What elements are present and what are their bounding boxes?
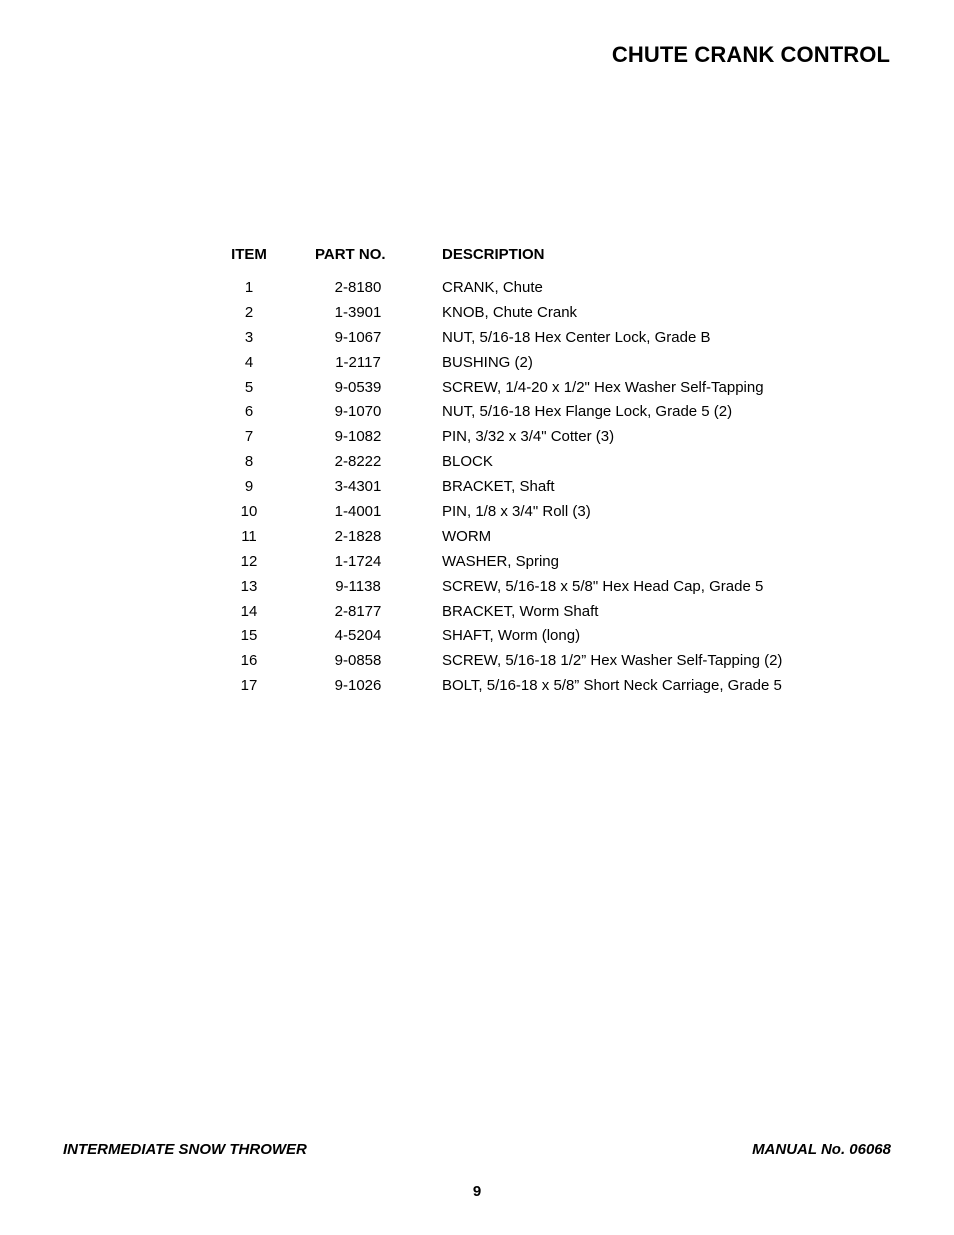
table-body — [222, 277, 842, 700]
cell-part-no: 9-0539 — [334, 378, 382, 396]
cell-part-no: 1-1724 — [334, 552, 382, 570]
table-row — [222, 675, 842, 700]
cell-description: BLOCK — [442, 453, 493, 471]
table-row — [222, 551, 842, 576]
cell-item: 15 — [240, 627, 258, 645]
column-header-item: ITEM — [231, 246, 267, 263]
cell-part-no: 2-1828 — [334, 527, 382, 545]
cell-part-no: 9-1070 — [334, 403, 382, 421]
cell-part-no: 9-0858 — [334, 652, 382, 670]
table-row — [222, 476, 842, 501]
cell-item: 3 — [244, 328, 254, 346]
cell-item: 6 — [244, 403, 254, 421]
cell-description: SCREW, 5/16-18 1/2” Hex Washer Self-Tapping (2) — [442, 652, 783, 670]
cell-description: WASHER, Spring — [442, 552, 559, 570]
table-row — [222, 327, 842, 352]
cell-item: 14 — [240, 602, 258, 620]
cell-item: 10 — [240, 503, 258, 521]
table-row — [222, 401, 842, 426]
table-row — [222, 277, 842, 302]
cell-part-no: 1-4001 — [334, 503, 382, 521]
table-row — [222, 650, 842, 675]
table-header — [222, 244, 842, 266]
cell-description: BRACKET, Shaft — [442, 478, 555, 496]
cell-item: 16 — [240, 652, 258, 670]
cell-part-no: 9-1138 — [335, 577, 381, 595]
cell-description: SHAFT, Worm (long) — [442, 627, 581, 645]
cell-part-no: 2-8222 — [334, 453, 382, 471]
table-row — [222, 601, 842, 626]
page-number: 9 — [472, 1183, 482, 1200]
page-title: CHUTE CRANK CONTROL — [611, 42, 890, 67]
cell-item: 13 — [240, 577, 258, 595]
cell-part-no: 4-5204 — [334, 627, 382, 645]
table-row — [222, 576, 842, 601]
cell-part-no: 1-3901 — [334, 303, 382, 321]
cell-item: 12 — [240, 552, 258, 570]
cell-description: SCREW, 1/4-20 x 1/2" Hex Washer Self-Tapping — [442, 378, 764, 396]
cell-item: 17 — [240, 677, 258, 695]
table-row — [222, 526, 842, 551]
cell-item: 8 — [244, 453, 254, 471]
table-row — [222, 501, 842, 526]
table-row — [222, 451, 842, 476]
cell-item: 9 — [244, 478, 254, 496]
cell-part-no: 2-8180 — [334, 279, 382, 296]
cell-part-no: 9-1082 — [334, 428, 382, 446]
table-row — [222, 352, 842, 377]
column-header-part-no: PART NO. — [315, 246, 386, 263]
footer-manual-number: MANUAL No. 06068 — [752, 1141, 891, 1158]
cell-description: BOLT, 5/16-18 x 5/8” Short Neck Carriage, Grade 5 — [442, 677, 782, 695]
cell-part-no: 1-2117 — [335, 353, 381, 371]
table-row — [222, 426, 842, 451]
cell-item: 7 — [244, 428, 254, 446]
cell-part-no: 3-4301 — [334, 478, 382, 496]
cell-description: NUT, 5/16-18 Hex Center Lock, Grade B — [442, 328, 711, 346]
cell-description: PIN, 1/8 x 3/4" Roll (3) — [442, 503, 591, 521]
table-row — [222, 302, 842, 327]
table-row — [222, 377, 842, 402]
cell-item: 2 — [244, 303, 254, 321]
cell-part-no: 9-1067 — [334, 328, 382, 346]
cell-description: WORM — [442, 527, 492, 545]
cell-item: 4 — [244, 353, 254, 371]
cell-item: 11 — [241, 527, 257, 545]
cell-part-no: 2-8177 — [334, 602, 382, 620]
cell-item: 5 — [244, 378, 254, 396]
table-row — [222, 625, 842, 650]
column-header-description: DESCRIPTION — [442, 246, 545, 263]
parts-table — [222, 244, 842, 700]
cell-description: KNOB, Chute Crank — [442, 303, 578, 321]
cell-description: CRANK, Chute — [442, 279, 543, 296]
cell-description: NUT, 5/16-18 Hex Flange Lock, Grade 5 (2) — [442, 403, 733, 421]
footer-manual-title: INTERMEDIATE SNOW THROWER — [63, 1141, 307, 1158]
cell-item: 1 — [244, 279, 254, 296]
cell-description: SCREW, 5/16-18 x 5/8" Hex Head Cap, Grade 5 — [442, 577, 764, 595]
cell-description: BRACKET, Worm Shaft — [442, 602, 599, 620]
cell-description: BUSHING (2) — [442, 353, 533, 371]
cell-part-no: 9-1026 — [334, 677, 382, 695]
cell-description: PIN, 3/32 x 3/4" Cotter (3) — [442, 428, 615, 446]
